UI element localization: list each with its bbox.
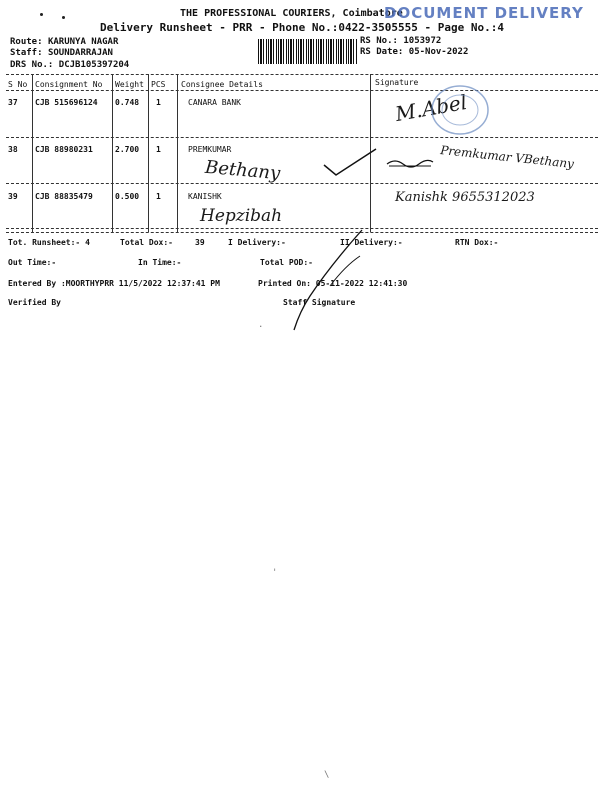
tot-runsheet: Tot. Runsheet:- 4 — [8, 238, 90, 247]
runsheet-title: Delivery Runsheet - PRR - Phone No.:0422-3505555 - Page No.:4 — [100, 21, 504, 34]
company-name: THE PROFESSIONAL COURIERS, Coimbatore — [180, 8, 403, 19]
rs-date-line — [360, 47, 468, 57]
scan-mark: ' — [272, 568, 278, 578]
row-sno: 37 — [8, 98, 18, 107]
printed-on: Printed On: 05-11-2022 12:41:30 — [258, 279, 408, 288]
col-header-signature: Signature — [375, 78, 419, 87]
ii-delivery: II Delivery:- — [340, 238, 403, 247]
entered-by: Entered By :MOORTHYPRR 11/5/2022 12:37:41 PM — [8, 279, 220, 288]
drs-line — [10, 60, 129, 70]
row-rule — [6, 137, 598, 138]
barcode — [258, 39, 358, 64]
column-divider — [148, 74, 149, 232]
column-divider — [112, 74, 113, 232]
row-weight: 2.700 — [115, 145, 140, 154]
row-pcs: 1 — [156, 192, 161, 201]
row-pcs: 1 — [156, 98, 161, 107]
total-pod: Total POD:- — [260, 258, 313, 267]
row-rule — [6, 183, 598, 184]
row-consignee: KANISHK — [188, 192, 222, 201]
row-signature: M.Abel — [393, 89, 469, 127]
checkmark-icon — [320, 145, 380, 181]
row-consignment: CJB 88980231 — [35, 145, 93, 154]
row-consignment: CJB 88835479 — [35, 192, 93, 201]
row-signature: Premkumar VBethany — [439, 143, 575, 171]
row-consignee: PREMKUMAR — [188, 145, 232, 154]
drs-value: DCJB105397204 — [58, 60, 130, 70]
row-weight: 0.748 — [115, 98, 140, 107]
table-top-rule — [6, 74, 598, 75]
col-header-sno: S No — [8, 80, 28, 89]
route-value: KARUNYA NAGAR — [47, 37, 119, 47]
total-dox-value: 39 — [195, 238, 205, 247]
rtn-dox: RTN Dox:- — [455, 238, 499, 247]
scan-dot — [62, 16, 65, 19]
row-handwritten-name: Bethany — [204, 156, 281, 185]
rs-no-value: 1053972 — [403, 36, 442, 46]
rs-no-line — [360, 36, 441, 46]
out-time: Out Time:- — [8, 258, 57, 267]
row-consignment: CJB 515696124 — [35, 98, 98, 107]
col-header-weight: Weight — [115, 80, 144, 89]
col-header-pcs: PCS — [151, 80, 166, 89]
header-rule — [6, 90, 598, 91]
i-delivery: I Delivery:- — [228, 238, 286, 247]
row-handwritten-name: Hepzibah — [200, 206, 283, 226]
scribble-mark — [385, 156, 435, 170]
scan-dot — [40, 13, 43, 16]
staff-line — [10, 48, 113, 58]
staff-value: SOUNDARRAJAN — [47, 48, 113, 58]
staff-signature-label: Staff Signature — [283, 298, 356, 307]
row-sno: 39 — [8, 192, 18, 201]
document-delivery-stamp: DOCUMENT DELIVERY — [384, 4, 584, 22]
row-sno: 38 — [8, 145, 18, 154]
total-dox-label: Total Dox:- — [120, 238, 173, 247]
column-divider — [177, 74, 178, 232]
staff-signature-stroke — [290, 226, 370, 336]
route-line — [10, 37, 118, 47]
row-pcs: 1 — [156, 145, 161, 154]
verified-by: Verified By — [8, 298, 61, 307]
row-consignee: CANARA BANK — [188, 98, 241, 107]
row-weight: 0.500 — [115, 192, 140, 201]
scan-mark: \ — [324, 770, 330, 780]
rs-date-label: RS Date: — [360, 47, 404, 57]
scan-mark: . — [258, 320, 264, 330]
col-header-consignee: Consignee Details — [181, 80, 263, 89]
rs-no-label: RS No.: — [360, 36, 398, 46]
row-signature: Kanishk 9655312023 — [395, 190, 535, 205]
rs-date-value: 05-Nov-2022 — [408, 47, 469, 57]
column-divider — [32, 74, 33, 232]
bank-seal-stamp — [428, 82, 492, 138]
col-header-consignment: Consignment No — [35, 80, 103, 89]
drs-label: DRS No.: — [10, 60, 54, 70]
staff-label: Staff: — [10, 48, 43, 58]
route-label: Route: — [10, 37, 43, 47]
in-time: In Time:- — [138, 258, 182, 267]
